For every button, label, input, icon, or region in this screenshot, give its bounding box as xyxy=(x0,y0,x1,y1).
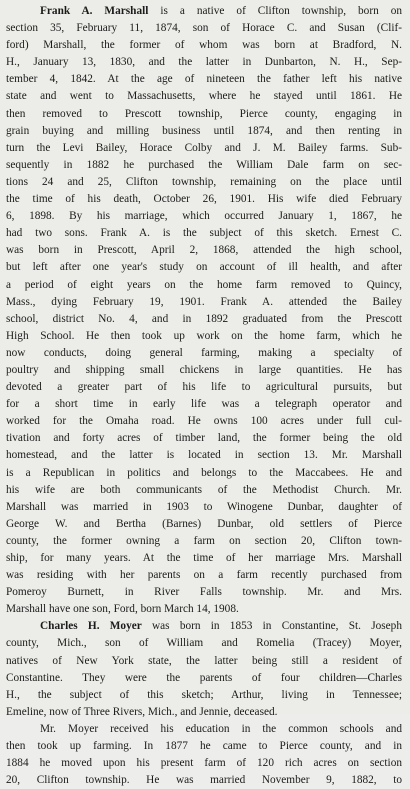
text-line: sequently in 1882 he purchased the William Dale farm on sec- xyxy=(6,158,402,171)
text-line: Mass., dying February 19, 1901. Frank A. attended the Bailey xyxy=(6,295,402,308)
text-line: Marshall was married in 1903 to Winogene Dunbar, daughter of xyxy=(6,500,402,513)
text-line: Emeline, now of Three Rivers, Mich., and Jennie, deceased. xyxy=(6,705,278,718)
text-line: 20, Clifton township. He was married November 9, 1882, to xyxy=(6,774,402,787)
text-line: 1884 he moved upon his present farm of 120 rich acres on section xyxy=(6,757,402,770)
text-line: poultry and shipping small chickens in large quantities. He has xyxy=(6,363,402,376)
page-text xyxy=(6,3,402,789)
text-line: H., the subject of this sketch; Arthur, living in Tennessee; xyxy=(6,688,402,701)
subject-name: Frank A. Marshall xyxy=(40,5,149,17)
text-line: but left after one year's study on account of ill health, and after xyxy=(6,261,402,274)
text-line: Constantine. They were the parents of four children—Charles xyxy=(6,671,402,684)
text-line: is a Republican in politics and belongs to the Maccabees. He and xyxy=(6,466,402,479)
text-line: George W. and Bertha (Barnes) Dunbar, old settlers of Pierce xyxy=(6,517,402,530)
paragraph xyxy=(6,721,402,789)
text-line xyxy=(6,721,402,738)
text-line: county, the former owning a farm on section 20, Clifton town- xyxy=(6,534,402,547)
text-line: ship, for many years. At the time of her marriage Mrs. Marshall xyxy=(6,552,402,564)
text-line: for a short time in early life was a telegraph operator and xyxy=(6,398,402,411)
text-line: state and went to Massachusetts, where he stayed until 1861. He xyxy=(6,90,402,103)
text-line: natives of New York state, the latter being still a resident of xyxy=(6,654,402,667)
text-line: county, Mich., son of William and Romelia (Tracey) Moyer, xyxy=(6,637,402,650)
text-line: then took up farming. In 1877 he came to Pierce county, and in xyxy=(6,740,402,753)
line-text: was born in 1853 in Constantine, St. Joseph xyxy=(141,620,402,633)
text-line: worked for the Omaha road. He owns 100 acres under full cul- xyxy=(6,415,402,428)
text-line xyxy=(6,618,402,635)
text-line: tember 4, 1842. At the age of nineteen the father left his native xyxy=(6,73,402,86)
text-line: turn the Levi Bailey, Horace Colby and J. M. Bailey farms. Sub- xyxy=(6,141,402,154)
text-line: section 35, February 11, 1874, son of Horace C. and Susan (Clif- xyxy=(6,22,402,35)
text-line: Marshall have one son, Ford, born March 14, 1908. xyxy=(6,603,239,616)
text-line: now conducts, doing general farming, making a specialty of xyxy=(6,346,402,359)
text-line: was residing with her parents on a farm recently purchased from xyxy=(6,569,402,582)
text-line xyxy=(6,3,402,20)
paragraph xyxy=(6,3,402,618)
text-line: school, district No. 4, and in 1892 graduated from the Prescott xyxy=(6,312,402,325)
text-line: 6, 1898. By his marriage, which occurred January 1, 1867, he xyxy=(6,210,402,223)
text-line: H., January 13, 1830, and the latter in Dunbarton, N. H., Sep- xyxy=(6,56,402,69)
paragraph xyxy=(6,618,402,721)
text-line: High School. He then took up work on the home farm, which he xyxy=(6,329,402,342)
subject-name: Charles H. Moyer xyxy=(40,620,142,633)
text-line: was born in Prescott, April 2, 1868, attended the high school, xyxy=(6,244,402,257)
text-line: homestead, and the latter is located in section 13. Mr. Marshall xyxy=(6,449,402,462)
text-line: then removed to Prescott township, Pierce county, engaging in xyxy=(6,107,402,120)
text-line: tions 24 and 25, Clifton township, remaining on the place until xyxy=(6,175,402,188)
text-line: devoted a greater part of his life to agricultural pursuits, but xyxy=(6,381,402,394)
text-line: the time of his death, October 26, 1901. His wife died February xyxy=(6,193,402,206)
line-text: is a native of Clifton township, born on xyxy=(148,5,402,17)
text-line: a period of eight years on the home farm removed to Quincy, xyxy=(6,278,402,291)
text-line: ford) Marshall, the former of whom was born at Bradford, N. xyxy=(6,39,402,52)
line-text: Mr. Moyer received his education in the common schools and xyxy=(40,722,402,735)
text-line: tivation and forty acres of timber land, the former being the old xyxy=(6,432,402,445)
text-line: Pomeroy Burnett, in River Falls township. Mr. and Mrs. xyxy=(6,586,402,599)
text-line: his wife are both communicants of the Methodist Church. Mr. xyxy=(6,483,402,496)
text-line: had two sons. Frank A. is the subject of this sketch. Ernest C. xyxy=(6,227,402,240)
text-line: grain buying and milling business until 1874, and then renting in xyxy=(6,124,402,137)
